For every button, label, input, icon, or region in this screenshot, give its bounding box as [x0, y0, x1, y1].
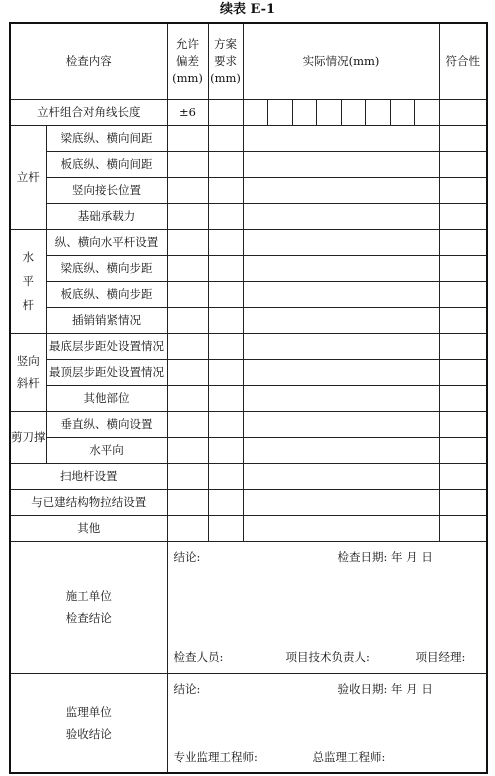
- header-plan: 方案 要求 (mm): [208, 23, 243, 99]
- diag-row: [10, 99, 487, 125]
- header-content: 检查内容: [10, 23, 167, 99]
- diag-plan-cell: [208, 99, 243, 125]
- supervision-section: [10, 673, 487, 773]
- group-label-jdc: 剪刀撑: [10, 411, 46, 463]
- table-row: 竖向 斜杆 最底层步距处设置情况: [10, 333, 487, 359]
- construction-manager: 项目经理:: [415, 649, 466, 664]
- diag-label: 立杆组合对角线长度: [10, 99, 167, 125]
- header-deviation: 允许 偏差 (mm): [167, 23, 208, 99]
- table-row: 板底纵、横向间距: [10, 151, 487, 177]
- supervision-date: 验收日期: 年 月 日: [337, 681, 433, 696]
- header-actual: 实际情况(mm): [243, 23, 439, 99]
- table-row: 其他部位: [10, 385, 487, 411]
- table-row: 扫地杆设置: [10, 463, 487, 489]
- table-row: 与已建结构物拉结设置: [10, 489, 487, 515]
- construction-section: [10, 541, 487, 673]
- construction-label: 施工单位 检查结论: [10, 541, 167, 673]
- diag-value: ±6: [167, 99, 208, 125]
- table-row: 水平向: [10, 437, 487, 463]
- table-row: 基础承载力: [10, 203, 487, 229]
- group-label-sxxg: 竖向 斜杆: [10, 333, 46, 411]
- construction-inspector: 检查人员:: [173, 649, 224, 664]
- supervision-engineer: 专业监理工程师:: [173, 749, 258, 764]
- table-row: 梁底纵、横向步距: [10, 255, 487, 281]
- table-row: 最顶层步距处设置情况: [10, 359, 487, 385]
- header-row: [10, 23, 487, 99]
- construction-tech-lead: 项目技术负责人:: [285, 649, 370, 664]
- group-label-spg: 水 平 杆: [10, 229, 46, 333]
- construction-conclusion-cell: [167, 541, 487, 673]
- table-row: 竖向接长位置: [10, 177, 487, 203]
- diag-actual-cells: [243, 99, 439, 125]
- header-conformity: 符合性: [439, 23, 487, 99]
- construction-date: 检查日期: 年 月 日: [337, 549, 433, 564]
- table-row: 板底纵、横向步距: [10, 281, 487, 307]
- table-row: 水 平 杆 纵、横向水平杆设置: [10, 229, 487, 255]
- construction-conclusion: 结论:: [173, 549, 201, 564]
- supervision-chief: 总监理工程师:: [312, 749, 386, 764]
- table-row: 立杆 梁底纵、横向间距: [10, 125, 487, 151]
- inspection-form: [9, 22, 488, 774]
- table-row: 插销销紧情况: [10, 307, 487, 333]
- page-title: 续表 E-1: [219, 2, 276, 17]
- diag-conformity-cell: [439, 99, 487, 125]
- table-row: 剪刀撑 垂直纵、横向设置: [10, 411, 487, 437]
- supervision-conclusion-cell: [167, 673, 487, 773]
- supervision-conclusion: 结论:: [173, 681, 201, 696]
- supervision-label: 监理单位 验收结论: [10, 673, 167, 773]
- table-row: 其他: [10, 515, 487, 541]
- group-label-lg: 立杆: [10, 125, 46, 229]
